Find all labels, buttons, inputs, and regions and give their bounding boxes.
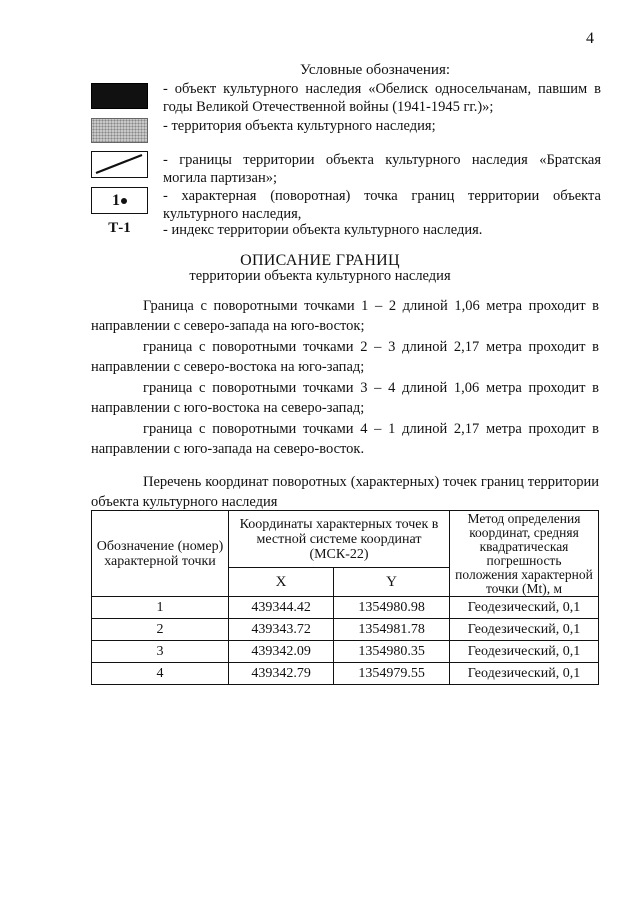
cell-method: Геодезический, 0,1	[450, 663, 599, 685]
boundary-paragraph: Граница с поворотными точками 1 – 2 длиной 1,06 метра проходит в направлении с северо-запада на юго-восток;	[91, 298, 599, 334]
index-label: Т-1	[108, 220, 131, 236]
cell-method: Геодезический, 0,1	[450, 619, 599, 641]
legend-item-text: - объект культурного наследия «Обелиск односельчанам, павшим в годы Великой Отечественной войны (1941-1945 гг.)»;	[163, 81, 601, 115]
cell-point: 2	[92, 619, 229, 641]
dark-fill-swatch-icon	[91, 83, 148, 109]
cell-x: 439343.72	[229, 619, 334, 641]
table-row	[92, 597, 599, 619]
boundary-line-icon	[91, 151, 148, 178]
legend-item-text: - индекс территории объекта культурного наследия.	[163, 222, 483, 238]
cell-method: Геодезический, 0,1	[450, 597, 599, 619]
legend-item-text: - границы территории объекта культурного наследия «Братская могила партизан»;	[163, 152, 601, 186]
cell-y: 1354979.55	[334, 663, 450, 685]
legend-title: Условные обозначения:	[300, 62, 451, 78]
point-dot-icon	[121, 198, 127, 204]
cell-point: 3	[92, 641, 229, 663]
table-row	[92, 619, 599, 641]
section-title: ОПИСАНИЕ ГРАНИЦ	[240, 252, 400, 269]
coordinates-list-intro: Перечень координат поворотных (характерных) точек границ территории объекта культурного наследия	[91, 474, 599, 510]
header-coordinates: Координаты характерных точек в местной системе координат (МСК-22)	[229, 511, 450, 568]
section-subtitle: территории объекта культурного наследия	[189, 268, 451, 284]
header-y: Y	[334, 568, 450, 597]
table-header-row	[92, 511, 599, 568]
header-designation: Обозначение (номер) характерной точки	[92, 511, 229, 597]
legend-item-text: - территория объекта культурного наследия;	[163, 118, 436, 134]
coordinates-table	[91, 510, 599, 685]
cell-x: 439342.79	[229, 663, 334, 685]
boundary-paragraph: граница с поворотными точками 4 – 1 длиной 2,17 метра проходит в направлении с юго-запада на северо-восток.	[91, 421, 599, 457]
cell-point: 1	[92, 597, 229, 619]
cell-method: Геодезический, 0,1	[450, 641, 599, 663]
table-row	[92, 641, 599, 663]
cell-point: 4	[92, 663, 229, 685]
cell-x: 439344.42	[229, 597, 334, 619]
header-method: Метод определения координат, средняя квадратическая погрешность положения характерной точки (Mt), м	[450, 511, 599, 597]
diagonal-line-icon	[92, 152, 146, 176]
cell-x: 439342.09	[229, 641, 334, 663]
cell-y: 1354980.35	[334, 641, 450, 663]
header-x: X	[229, 568, 334, 597]
gray-fill-swatch-icon	[91, 118, 148, 143]
boundary-paragraph: граница с поворотными точками 2 – 3 длиной 2,17 метра проходит в направлении с северо-востока на юго-запад;	[91, 339, 599, 375]
cell-y: 1354980.98	[334, 597, 450, 619]
legend-item-text: - характерная (поворотная) точка границ территории объекта культурного наследия,	[163, 188, 601, 222]
point-marker-icon	[91, 187, 148, 214]
table-row	[92, 663, 599, 685]
page-number: 4	[586, 30, 594, 47]
point-marker-label: 1	[112, 192, 120, 209]
boundary-paragraph: граница с поворотными точками 3 – 4 длиной 1,06 метра проходит в направлении с юго-востока на северо-запад;	[91, 380, 599, 416]
cell-y: 1354981.78	[334, 619, 450, 641]
